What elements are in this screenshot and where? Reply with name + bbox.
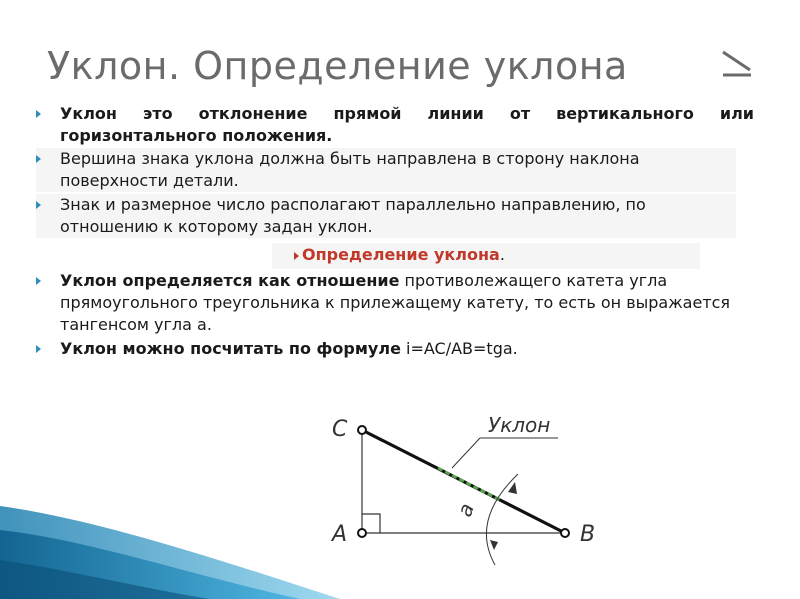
- bullet-arrow-icon: [36, 155, 41, 163]
- bullet-text: Вершина знака уклона должна быть направлена в сторону наклона поверхности детали.: [60, 149, 640, 190]
- subheading-text: Определение уклона: [302, 245, 500, 264]
- subheading: [272, 243, 700, 269]
- bullet-text: противолежащего катета угла прямоугольного треугольника к прилежащему катету, то есть он выражается тангенсом угла a.: [60, 271, 731, 334]
- bullet-bold-text: Уклон можно посчитать по формуле: [60, 339, 401, 358]
- bullet-arrow-icon: [36, 201, 41, 209]
- label-point-a: A: [332, 522, 348, 547]
- bullet-slope-definition: [36, 103, 754, 147]
- bullet-bold-text: Уклон определяется как отношение: [60, 271, 400, 290]
- formula-text: i=AC/AB=tga.: [400, 339, 518, 358]
- bullet-text: Уклон это отклонение прямой линии от вертикального или горизонтального положения.: [60, 104, 754, 145]
- point-b-marker: [561, 529, 569, 537]
- label-point-c: C: [332, 417, 348, 442]
- bullet-arrow-icon: [36, 110, 41, 118]
- point-c-marker: [358, 426, 366, 434]
- slope-triangle-diagram: [320, 400, 620, 580]
- page-title: Уклон. Определение уклона: [47, 44, 628, 88]
- bullet-arrow-icon: [36, 345, 41, 353]
- bullet-sign-vertex: [36, 148, 736, 192]
- slope-sign-icon: [720, 48, 754, 82]
- slope-leader-diagonal: [452, 438, 480, 468]
- footer-wave-decoration: [0, 500, 340, 599]
- label-point-b: B: [580, 522, 596, 547]
- subheading-suffix: .: [499, 245, 505, 264]
- bullet-text: Знак и размерное число располагают параллельно направлению, по отношению к которому задан уклон.: [60, 195, 646, 236]
- label-slope: Уклон: [488, 413, 551, 437]
- point-a-marker: [358, 529, 366, 537]
- label-angle: a: [452, 499, 479, 520]
- angle-arrow-lower: [490, 540, 498, 550]
- bullet-sign-placement: [36, 194, 736, 238]
- angle-arrow-upper: [508, 482, 517, 494]
- bullet-slope-ratio: [36, 270, 736, 336]
- bullet-arrow-icon: [36, 277, 41, 285]
- subheading-arrow-icon: [294, 252, 299, 260]
- bullet-formula: [36, 338, 736, 360]
